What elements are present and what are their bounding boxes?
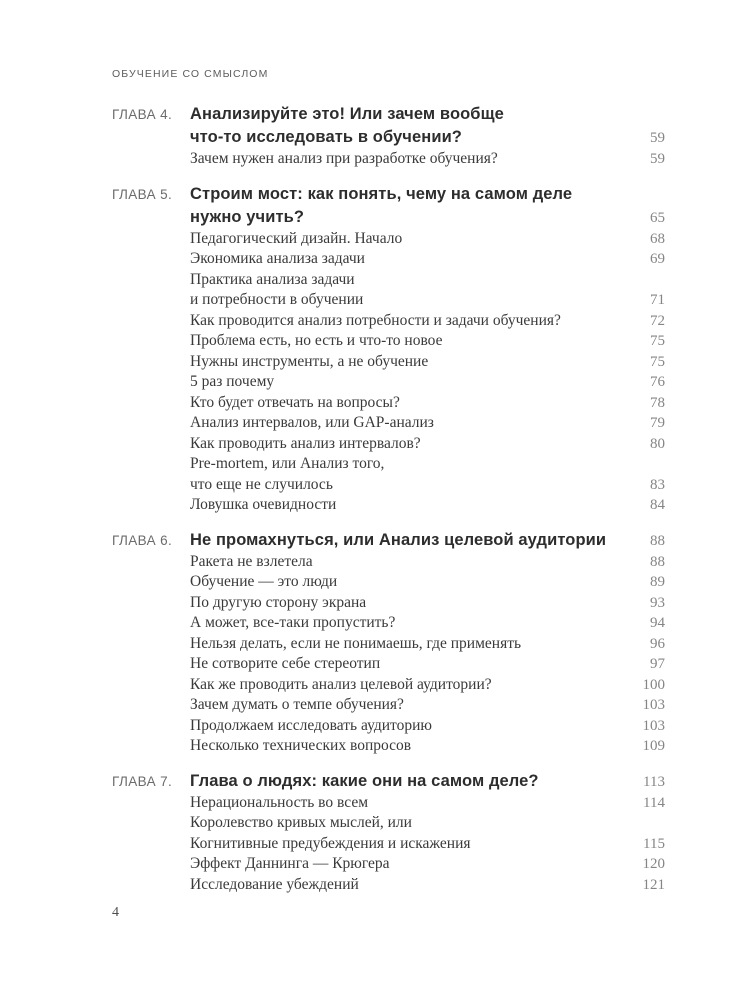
toc-chapter-heading-row bbox=[112, 206, 665, 229]
toc-chapter bbox=[112, 529, 665, 757]
entry-title-line: Нужны инструменты, а не обучение bbox=[190, 352, 429, 370]
entry-page-number: 100 bbox=[642, 676, 665, 693]
toc-entry-row bbox=[112, 249, 665, 270]
chapter-title-line: Глава о людях: какие они на самом деле? bbox=[190, 771, 539, 790]
footer-page-number: 4 bbox=[112, 905, 119, 920]
entry-title-line: Ловушка очевидности bbox=[190, 496, 337, 513]
entry-title-line: Экономика анализа задачи bbox=[190, 250, 365, 267]
chapter-number-label: ГЛАВА 4. bbox=[112, 107, 173, 122]
entry-title-line: Королевство кривых мыслей, или bbox=[190, 814, 412, 831]
toc-entry-row bbox=[112, 654, 665, 675]
entry-title-line: Эффект Даннинга — Крюгера bbox=[190, 855, 390, 872]
toc-entry-row bbox=[112, 875, 665, 896]
toc-entry-row bbox=[112, 475, 665, 496]
entry-page-number: 120 bbox=[642, 856, 665, 872]
chapter-page-number: 59 bbox=[650, 130, 665, 146]
entry-title-line: 5 раз почему bbox=[190, 373, 275, 390]
entry-title-line: Зачем нужен анализ при разработке обучения? bbox=[190, 150, 498, 167]
toc-chapter-heading-row bbox=[112, 183, 665, 206]
table-of-contents bbox=[112, 103, 665, 895]
toc-entry-row bbox=[112, 552, 665, 573]
entry-title-line: Проблема есть, но есть и что-то новое bbox=[190, 332, 443, 349]
chapter-number-label: ГЛАВА 7. bbox=[112, 773, 173, 789]
entry-page-number: 88 bbox=[650, 553, 665, 570]
toc-entry-row bbox=[112, 634, 665, 655]
toc-entry-row bbox=[112, 716, 665, 737]
toc-entry-row bbox=[112, 593, 665, 614]
entry-title-line: и потребности в обучении bbox=[190, 291, 364, 308]
entry-title-line: Не сотворите себе стереотип bbox=[190, 655, 381, 672]
entry-title-line: Несколько технических вопросов bbox=[190, 737, 412, 754]
entry-page-number: 103 bbox=[642, 697, 665, 713]
entry-title-line: Анализ интервалов, или GAP-анализ bbox=[190, 414, 434, 431]
toc-entry-row bbox=[112, 675, 665, 696]
chapter-number-label: ГЛАВА 5. bbox=[112, 186, 173, 202]
entry-page-number: 68 bbox=[650, 230, 665, 247]
entry-page-number: 71 bbox=[650, 292, 665, 308]
entry-page-number: 109 bbox=[642, 738, 665, 754]
toc-chapter-heading-row bbox=[112, 126, 665, 149]
entry-page-number: 114 bbox=[643, 794, 665, 811]
toc-entry-row bbox=[112, 613, 665, 634]
toc-entry-row bbox=[112, 270, 665, 291]
entry-page-number: 94 bbox=[650, 615, 665, 631]
chapter-title-line: Строим мост: как понять, чему на самом деле bbox=[190, 184, 573, 203]
toc-entry-row bbox=[112, 813, 665, 834]
chapter-title-line: нужно учить? bbox=[190, 207, 305, 226]
entry-title-line: А может, все-таки пропустить? bbox=[190, 614, 396, 631]
entry-title-line: Как же проводить анализ целевой аудитории? bbox=[190, 675, 492, 693]
entry-page-number: 115 bbox=[643, 835, 665, 852]
toc-entry-row bbox=[112, 331, 665, 352]
entry-title-line: Исследование убеждений bbox=[190, 875, 359, 893]
entry-page-number: 75 bbox=[650, 333, 665, 349]
entry-title-line: По другую сторону экрана bbox=[190, 593, 367, 611]
entry-page-number: 121 bbox=[642, 876, 665, 893]
toc-entry-row bbox=[112, 736, 665, 757]
chapter-title-line: что-то исследовать в обучении? bbox=[190, 128, 462, 146]
entry-page-number: 69 bbox=[650, 251, 665, 267]
entry-page-number: 103 bbox=[642, 717, 665, 734]
entry-page-number: 79 bbox=[650, 415, 665, 431]
toc-entry-row bbox=[112, 290, 665, 311]
entry-title-line: Продолжаем исследовать аудиторию bbox=[190, 716, 432, 734]
toc-entry-row bbox=[112, 793, 665, 814]
entry-page-number: 59 bbox=[650, 151, 665, 167]
toc-entry-row bbox=[112, 149, 665, 170]
chapter-page-number: 65 bbox=[650, 209, 665, 226]
entry-title-line: Кто будет отвечать на вопросы? bbox=[190, 393, 400, 411]
toc-entry-row bbox=[112, 311, 665, 332]
chapter-number-label: ГЛАВА 6. bbox=[112, 532, 173, 548]
entry-title-line: Педагогический дизайн. Начало bbox=[190, 229, 403, 247]
entry-page-number: 80 bbox=[650, 435, 665, 452]
toc-entry-row bbox=[112, 834, 665, 855]
toc-chapter-heading-row bbox=[112, 103, 665, 126]
entry-title-line: Нельзя делать, если не понимаешь, где применять bbox=[190, 634, 522, 652]
toc-entry-row bbox=[112, 454, 665, 475]
entry-page-number: 75 bbox=[650, 353, 665, 370]
toc-entry-row bbox=[112, 413, 665, 434]
chapter-title-line: Не промахнуться, или Анализ целевой аудитории bbox=[190, 530, 607, 549]
entry-title-line: Нерациональность во всем bbox=[190, 793, 369, 811]
entry-title-line: Практика анализа задачи bbox=[190, 270, 355, 288]
toc-entry-row bbox=[112, 572, 665, 593]
entry-title-line: Когнитивные предубеждения и искажения bbox=[190, 834, 471, 852]
toc-chapter-heading-row bbox=[112, 770, 665, 793]
entry-title-line: Зачем думать о темпе обучения? bbox=[190, 696, 404, 713]
toc-entry-row bbox=[112, 372, 665, 393]
toc-chapter bbox=[112, 183, 665, 516]
running-header: ОБУЧЕНИЕ СО СМЫСЛОМ bbox=[112, 68, 269, 80]
toc-entry-row bbox=[112, 352, 665, 373]
entry-title-line: Ракета не взлетела bbox=[190, 552, 313, 570]
chapter-page-number: 113 bbox=[643, 773, 665, 790]
entry-page-number: 97 bbox=[650, 656, 665, 672]
entry-title-line: что еще не случилось bbox=[190, 475, 333, 493]
chapter-page-number: 88 bbox=[650, 532, 665, 549]
toc-entry-row bbox=[112, 695, 665, 716]
entry-title-line: Pre-mortem, или Анализ того, bbox=[190, 455, 385, 472]
entry-page-number: 72 bbox=[650, 312, 665, 329]
toc-entry-row bbox=[112, 393, 665, 414]
entry-page-number: 89 bbox=[650, 574, 665, 590]
chapter-title-line: Анализируйте это! Или зачем вообще bbox=[190, 105, 504, 123]
toc-chapter-heading-row bbox=[112, 529, 665, 552]
entry-title-line: Как проводить анализ интервалов? bbox=[190, 434, 421, 452]
entry-page-number: 96 bbox=[650, 635, 665, 652]
entry-page-number: 84 bbox=[650, 497, 665, 513]
toc-entry-row bbox=[112, 854, 665, 875]
entry-page-number: 76 bbox=[650, 374, 665, 390]
entry-title-line: Как проводится анализ потребности и задачи обучения? bbox=[190, 311, 561, 329]
toc-entry-row bbox=[112, 495, 665, 516]
entry-page-number: 83 bbox=[650, 476, 665, 493]
toc-entry-row bbox=[112, 229, 665, 250]
toc-chapter bbox=[112, 770, 665, 896]
toc-entry-row bbox=[112, 434, 665, 455]
entry-page-number: 93 bbox=[650, 594, 665, 611]
toc-chapter bbox=[112, 103, 665, 170]
entry-page-number: 78 bbox=[650, 394, 665, 411]
entry-title-line: Обучение — это люди bbox=[190, 573, 338, 590]
